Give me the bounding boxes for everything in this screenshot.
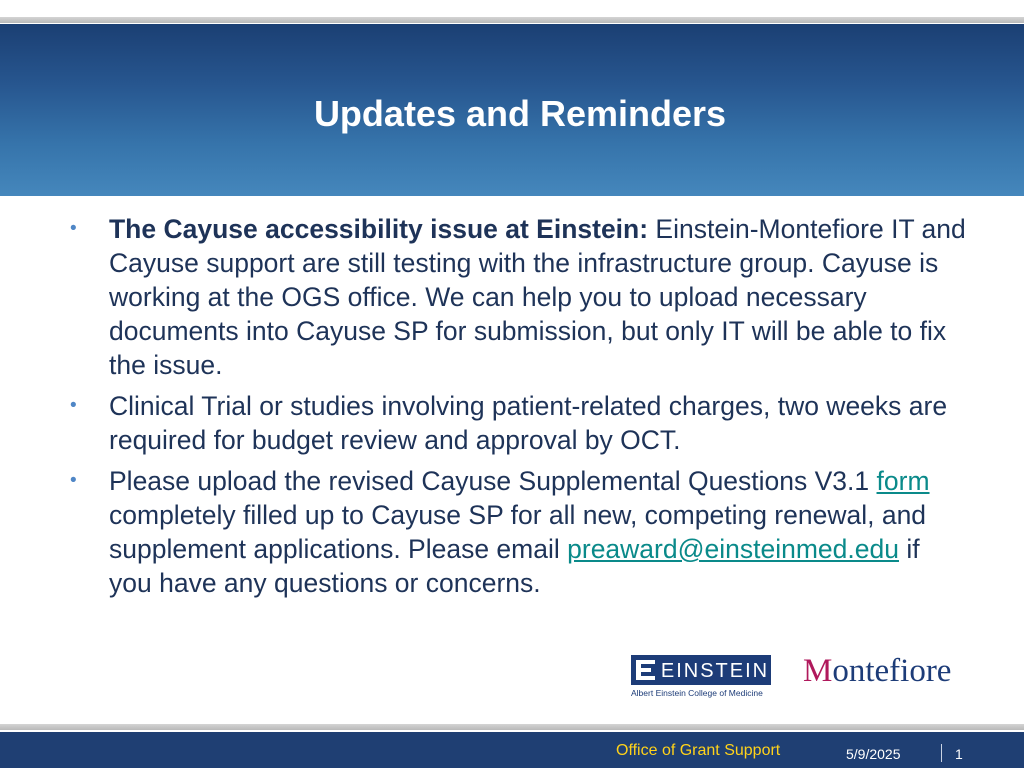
page-number: 1 — [955, 746, 963, 762]
montefiore-logo — [803, 653, 951, 689]
top-divider — [0, 17, 1024, 23]
bullet-lead-text: The Cayuse accessibility issue at Einstein: — [109, 214, 649, 244]
list-item — [66, 389, 966, 457]
einstein-logo — [631, 655, 771, 701]
footer-separator — [941, 744, 942, 762]
einstein-wordmark: EINSTEIN — [660, 660, 770, 682]
bullet-text: Please upload the revised Cayuse Supplemental Questions V3.1 — [109, 466, 877, 496]
bullet-text: Einstein-Montefiore IT and Cayuse support are still testing with the infrastructure group. Cayuse is working at the OGS office. We can help you to upload necessary documents into Cayuse SP for submission, but only IT will be able to fix the issue. — [109, 214, 966, 380]
footer-date: 5/9/2025 — [846, 746, 901, 762]
list-item — [66, 464, 966, 600]
form-link[interactable]: form — [876, 466, 930, 496]
bullet-text: completely filled up to Cayuse SP for all new, competing renewal, and supplement applications. Please email — [109, 500, 927, 564]
bullet-marker: • — [70, 395, 77, 416]
list-item — [66, 212, 966, 382]
bullet-marker: • — [70, 218, 77, 239]
einstein-logo-box — [631, 655, 771, 685]
bullet-list — [66, 212, 966, 607]
einstein-subtitle: Albert Einstein College of Medicine — [631, 688, 763, 698]
preaward-email-link[interactable]: preaward@einsteinmed.edu — [567, 534, 899, 564]
slide-title: Updates and Reminders — [313, 93, 727, 134]
partner-logos — [631, 655, 971, 701]
bullet-marker: • — [70, 470, 77, 491]
montefiore-wordmark: ontefiore — [832, 653, 952, 689]
montefiore-initial: M — [803, 653, 833, 689]
bullet-text: if you have any questions or concerns. — [109, 534, 920, 598]
footer-divider — [0, 724, 1024, 730]
footer-office-name: Office of Grant Support — [616, 742, 781, 759]
bullet-text: Clinical Trial or studies involving patient-related charges, two weeks are required for budget review and approval by OCT. — [109, 391, 948, 455]
einstein-e-mark-icon — [633, 657, 659, 683]
